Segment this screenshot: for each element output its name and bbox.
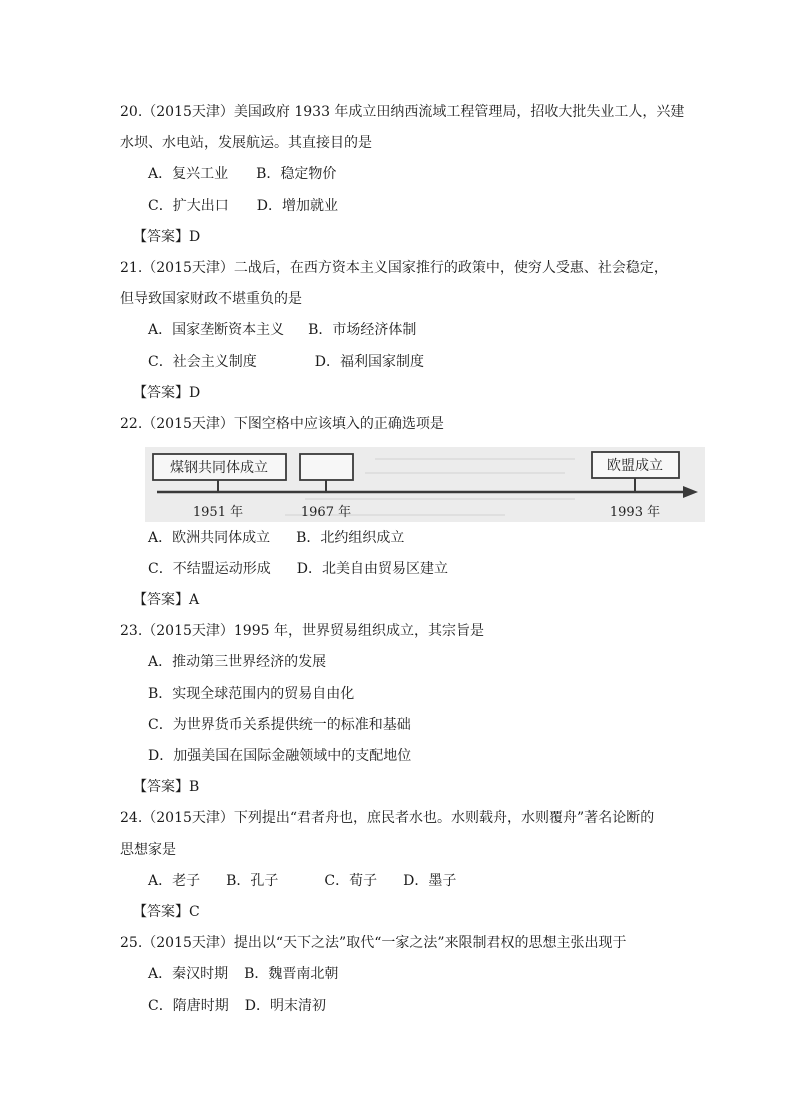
q22-option-b: B．北约组织成立	[296, 530, 405, 546]
q22-options-row1	[148, 528, 404, 548]
q21-stem-line1: 21.（2015天津）二战后，在西方资本主义国家推行的政策中，使穷人受惠、社会稳定，	[120, 260, 668, 276]
q22-option-c: C．不结盟运动形成	[148, 561, 271, 577]
q23-stem-line1: 23.（2015天津）1995 年，世界贸易组织成立，其宗旨是	[120, 623, 484, 639]
q22-option-d: D．北美自由贸易区建立	[296, 561, 448, 577]
q21-answer: 【答案】D	[133, 385, 201, 401]
q20-options-row1	[148, 164, 336, 184]
q22-answer: 【答案】A	[133, 592, 200, 608]
q25-option-b: B．魏晋南北朝	[244, 966, 339, 982]
q21-options-row1	[148, 320, 416, 340]
q23-option-c: C．为世界货币关系提供统一的标准和基础	[148, 717, 411, 733]
q20-options-row2	[148, 196, 338, 216]
q25-option-a: A．秦汉时期	[148, 966, 229, 982]
q22-option-a: A．欧洲共同体成立	[148, 530, 271, 546]
q20-option-d: D．增加就业	[256, 198, 338, 214]
q23-option-d: D．加强美国在国际金融领域中的支配地位	[148, 748, 412, 764]
q20-stem-line2: 水坝、水电站，发展航运。其直接目的是	[120, 135, 372, 151]
q21-option-c: C．社会主义制度	[148, 354, 257, 370]
q25-stem-line1: 25.（2015天津）提出以“天下之法”取代“一家之法”来限制君权的思想主张出现于	[120, 935, 627, 951]
q24-options-row	[148, 871, 456, 891]
q24-option-c: C．荀子	[324, 873, 378, 889]
q22-options-row2	[148, 559, 448, 579]
timeline-arrowhead	[683, 486, 698, 498]
q21-option-b: B．市场经济体制	[308, 322, 417, 338]
q24-stem-line1: 24.（2015天津）下列提出“君者舟也，庶民者水也。水则载舟，水则覆舟”著名论断的	[120, 810, 655, 826]
event-label-3: 欧盟成立	[607, 458, 663, 474]
q21-stem-line2: 但导致国家财政不堪重负的是	[120, 291, 302, 307]
q20-option-b: B．稳定物价	[256, 166, 337, 182]
q22-stem-line1: 22.（2015天津）下图空格中应该填入的正确选项是	[120, 416, 444, 432]
q23-answer: 【答案】B	[133, 779, 200, 795]
q24-stem-line2: 思想家是	[120, 842, 176, 858]
q23-option-b: B．实现全球范围内的贸易自由化	[148, 686, 355, 702]
q20-option-a: A．复兴工业	[148, 166, 229, 182]
year-label-1951: 1951 年	[192, 505, 244, 520]
event-label-1: 煤钢共同体成立	[170, 460, 268, 476]
q25-option-d: D．明末清初	[244, 998, 326, 1014]
blank-box	[300, 454, 353, 480]
q25-option-c: C．隋唐时期	[148, 998, 229, 1014]
q24-option-d: D．墨子	[403, 873, 457, 889]
q24-option-b: B．孔子	[226, 873, 279, 889]
year-label-1993: 1993 年	[609, 505, 661, 520]
timeline-svg	[145, 447, 705, 522]
q21-option-a: A．国家垄断资本主义	[148, 322, 285, 338]
q20-stem-line1: 20.（2015天津）美国政府 1933 年成立田纳西流域工程管理局，招收大批失业工人，兴建	[120, 104, 685, 120]
q21-options-row2	[148, 352, 424, 372]
q20-option-c: C．扩大出口	[148, 198, 229, 214]
q24-answer: 【答案】C	[133, 904, 200, 920]
year-label-1967: 1967 年	[300, 505, 352, 520]
timeline-figure	[145, 447, 705, 522]
q20-answer: 【答案】D	[133, 229, 201, 245]
q25-options-row2	[148, 996, 326, 1016]
q23-option-a: A．推动第三世界经济的发展	[148, 654, 327, 670]
q24-option-a: A．老子	[148, 873, 201, 889]
q25-options-row1	[148, 964, 338, 984]
q21-option-d: D．福利国家制度	[314, 354, 424, 370]
